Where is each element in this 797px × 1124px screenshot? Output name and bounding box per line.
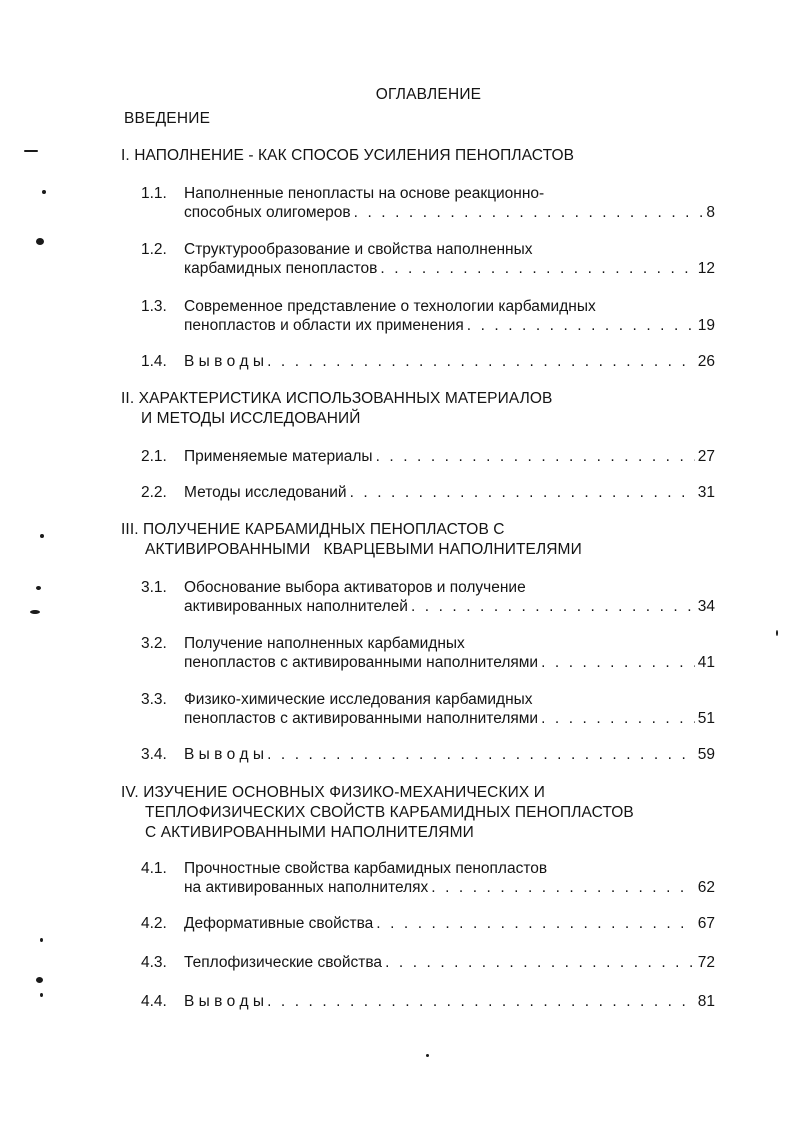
leader-dots bbox=[267, 992, 695, 1011]
page-number: 27 bbox=[697, 448, 715, 465]
entry-number: 1.3. bbox=[141, 298, 167, 315]
entry-title-line: Методы исследований bbox=[184, 484, 347, 501]
leader-dots bbox=[411, 597, 695, 616]
leader-dots bbox=[267, 745, 695, 764]
leader-dots bbox=[541, 653, 695, 672]
scan-speck bbox=[40, 993, 43, 997]
scan-speck bbox=[24, 150, 38, 152]
page-number: 12 bbox=[697, 260, 715, 277]
leader-dots bbox=[380, 259, 694, 278]
page-number: 59 bbox=[697, 746, 715, 763]
entry-title-line: Наполненные пенопласты на основе реакционно- bbox=[184, 185, 545, 202]
leader-dots bbox=[354, 203, 704, 222]
scan-speck bbox=[426, 1054, 429, 1057]
entry-title-line: Физико-химические исследования карбамидных bbox=[184, 691, 533, 708]
chapter-4-heading bbox=[121, 783, 634, 843]
leader-dots bbox=[467, 316, 695, 335]
page-number: 34 bbox=[697, 598, 715, 615]
leader-dots bbox=[350, 483, 695, 502]
toc-entry-1-2 bbox=[141, 240, 715, 278]
scan-speck bbox=[36, 977, 43, 983]
toc-entry-3-1 bbox=[141, 578, 715, 616]
leader-dots bbox=[431, 878, 694, 897]
chapter-heading-line: II. ХАРАКТЕРИСТИКА ИСПОЛЬЗОВАННЫХ МАТЕРИАЛОВ bbox=[121, 390, 553, 407]
entry-title-line: способных олигомеров bbox=[184, 204, 351, 221]
scan-speck bbox=[42, 190, 46, 194]
chapter-heading-line: III. ПОЛУЧЕНИЕ КАРБАМИДНЫХ ПЕНОПЛАСТОВ С bbox=[121, 521, 505, 538]
entry-title-line: активированных наполнителей bbox=[184, 598, 408, 615]
scan-speck bbox=[36, 586, 41, 590]
entry-number: 3.2. bbox=[141, 635, 167, 652]
scan-speck bbox=[40, 534, 44, 538]
entry-title-line: Применяемые материалы bbox=[184, 448, 373, 465]
leader-dots bbox=[267, 352, 695, 371]
entry-title-line: пенопластов и области их применения bbox=[184, 317, 464, 334]
chapter-heading-line: ТЕПЛОФИЗИЧЕСКИХ СВОЙСТВ КАРБАМИДНЫХ ПЕНОПЛАСТОВ bbox=[145, 804, 634, 821]
chapter-1-heading bbox=[121, 146, 574, 166]
toc-entry-2-2 bbox=[141, 483, 715, 502]
page-number: 81 bbox=[697, 993, 715, 1010]
entry-title-line: В ы в о д ы bbox=[184, 746, 265, 763]
entry-number: 4.3. bbox=[141, 954, 167, 971]
entry-title-line: В ы в о д ы bbox=[184, 993, 265, 1010]
entry-number: 1.2. bbox=[141, 241, 167, 258]
entry-title-line: Современное представление о технологии карбамидных bbox=[184, 298, 596, 315]
entry-number: 2.2. bbox=[141, 484, 167, 501]
page-number: 19 bbox=[697, 317, 715, 334]
page-number: 67 bbox=[697, 915, 715, 932]
page-number: 72 bbox=[697, 954, 715, 971]
entry-title-line: Прочностные свойства карбамидных пенопластов bbox=[184, 860, 548, 877]
entry-title-line: пенопластов с активированными наполнителями bbox=[184, 654, 539, 671]
chapter-heading-line: АКТИВИРОВАННЫМИ КВАРЦЕВЫМИ НАПОЛНИТЕЛЯМИ bbox=[145, 541, 582, 558]
toc-entry-2-1 bbox=[141, 447, 715, 466]
entry-title-line: Деформативные свойства bbox=[184, 915, 374, 932]
toc-entry-4-2 bbox=[141, 914, 715, 933]
leader-dots bbox=[385, 953, 695, 972]
leader-dots bbox=[541, 709, 695, 728]
entry-number: 4.4. bbox=[141, 993, 167, 1010]
entry-title-line: Обоснование выбора активаторов и получение bbox=[184, 579, 526, 596]
page-title: ОГЛАВЛЕНИЕ bbox=[375, 86, 482, 103]
toc-entry-3-3 bbox=[141, 690, 715, 728]
entry-number: 1.4. bbox=[141, 353, 167, 370]
leader-dots bbox=[376, 914, 694, 933]
scan-speck bbox=[30, 610, 40, 614]
entry-title-line: Получение наполненных карбамидных bbox=[184, 635, 465, 652]
entry-title-line: карбамидных пенопластов bbox=[184, 260, 378, 277]
toc-entry-4-4 bbox=[141, 992, 715, 1011]
entry-number: 4.2. bbox=[141, 915, 167, 932]
toc-entry-3-4 bbox=[141, 745, 715, 764]
toc-entry-1-4 bbox=[141, 352, 715, 371]
toc-entry-3-2 bbox=[141, 634, 715, 672]
entry-number: 3.3. bbox=[141, 691, 167, 708]
toc-introduction: ВВЕДЕНИЕ bbox=[124, 110, 211, 127]
scan-speck bbox=[776, 630, 778, 636]
leader-dots bbox=[376, 447, 695, 466]
chapter-2-heading bbox=[121, 389, 552, 429]
toc-entry-1-3 bbox=[141, 297, 715, 335]
chapter-heading-line: С АКТИВИРОВАННЫМИ НАПОЛНИТЕЛЯМИ bbox=[145, 824, 474, 841]
page-number: 8 bbox=[706, 204, 715, 221]
entry-title-line: пенопластов с активированными наполнителями bbox=[184, 710, 539, 727]
entry-number: 4.1. bbox=[141, 860, 167, 877]
toc-entry-4-1 bbox=[141, 859, 715, 897]
entry-number: 3.4. bbox=[141, 746, 167, 763]
chapter-heading-line: И МЕТОДЫ ИССЛЕДОВАНИЙ bbox=[141, 410, 361, 427]
page-number: 31 bbox=[697, 484, 715, 501]
entry-title-line: на активированных наполнителях bbox=[184, 879, 429, 896]
chapter-3-heading bbox=[121, 520, 582, 560]
entry-title-line: Структурообразование и свойства наполненных bbox=[184, 241, 533, 258]
scan-speck bbox=[36, 238, 44, 245]
toc-entry-1-1 bbox=[141, 184, 715, 222]
entry-number: 2.1. bbox=[141, 448, 167, 465]
entry-title-line: В ы в о д ы bbox=[184, 353, 265, 370]
scan-speck bbox=[40, 938, 43, 942]
chapter-heading-line: IV. ИЗУЧЕНИЕ ОСНОВНЫХ ФИЗИКО-МЕХАНИЧЕСКИХ И bbox=[121, 784, 545, 801]
page-number: 62 bbox=[697, 879, 715, 896]
entry-number: 1.1. bbox=[141, 185, 167, 202]
page-number: 51 bbox=[697, 710, 715, 727]
page-number: 26 bbox=[697, 353, 715, 370]
entry-number: 3.1. bbox=[141, 579, 167, 596]
chapter-heading-line: I. НАПОЛНЕНИЕ - КАК СПОСОБ УСИЛЕНИЯ ПЕНОПЛАСТОВ bbox=[121, 147, 575, 164]
toc-entry-4-3 bbox=[141, 953, 715, 972]
entry-title-line: Теплофизические свойства bbox=[184, 954, 383, 971]
page-number: 41 bbox=[697, 654, 715, 671]
